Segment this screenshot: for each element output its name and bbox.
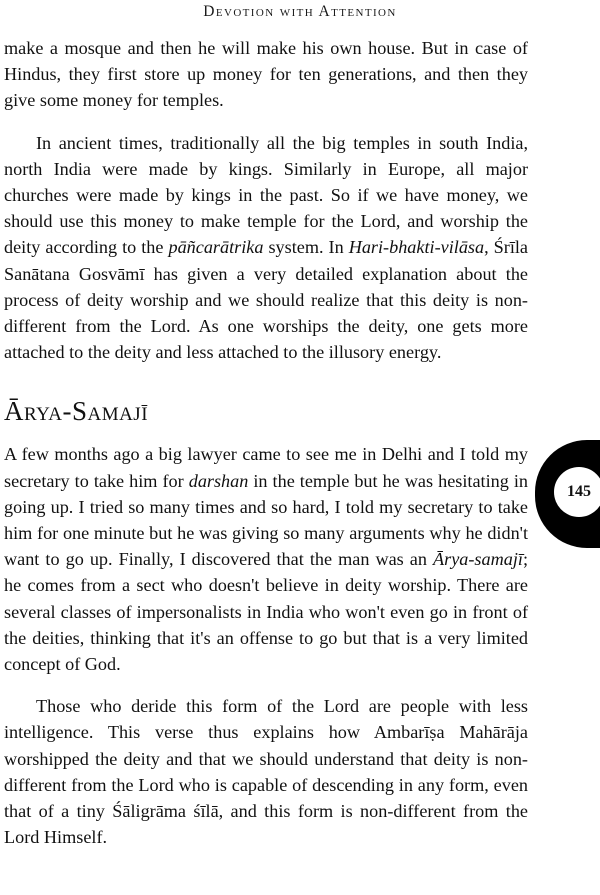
- section-heading: Ārya-Samajī: [4, 396, 149, 427]
- paragraph-text: system. In: [263, 237, 349, 258]
- paragraph-conclusion: Those who deride this form of the Lord are people with less intelligence. This verse thus explains how Ambarīṣa Mahārāja worshipped the deity and that we should understand that deity is non-different from the Lord who is capable of descending in any form, even that of a tiny Śāligrāma śīlā, and this form is non-different from the Lord Himself.: [4, 696, 528, 848]
- paragraph-text: In ancient times, traditionally all the big temples in south India, north India were made by kings. Similarly in Europe, all major churches were made by kings in the past. So if we have money, we should use this money to make temple for the Lord, and worship the deity according to the: [4, 132, 528, 258]
- paragraph-text: A few months ago a big lawyer came to see me in Delhi and I told my secretary to take him for: [4, 444, 528, 491]
- page-number: 145: [554, 467, 600, 517]
- italic-title: Hari-bhakti-vilāsa: [348, 237, 485, 258]
- paragraph-temples: [4, 130, 528, 366]
- italic-term: darshan: [188, 470, 249, 491]
- paragraph-text: in the temple but he was hesitating in going up. I tried so many times and so hard, I told my secretary to take him for one minute but he was giving so many arguments why he didn't want to go up. Finally, I discovered that the man was an: [4, 470, 528, 570]
- italic-term: pāñcarātrika: [168, 237, 264, 258]
- running-head: Devotion with Attention: [203, 3, 397, 20]
- page-body: [4, 35, 528, 866]
- paragraph-text: ; he comes from a sect who doesn't believe in deity worship. There are several classes of impersonalists in India who won't even go in front of the deities, thinking that it's an offense to go but that is a very limited concept of God.: [4, 549, 528, 675]
- paragraph-continuation: make a mosque and then he will make his own house. But in case of Hindus, they first store up money for ten generations, and then they give some money for temples.: [4, 38, 528, 111]
- paragraph-text: , Śrīla Sanātana Gosvāmī has given a very detailed explanation about the process of deity worship and we should realize that this deity is non-different from the Lord. As one worships the deity, one gets more attached to the deity and less attached to the illusory energy.: [4, 237, 528, 363]
- paragraph-lawyer: [4, 441, 528, 677]
- italic-term: Ārya-samajī: [433, 549, 523, 570]
